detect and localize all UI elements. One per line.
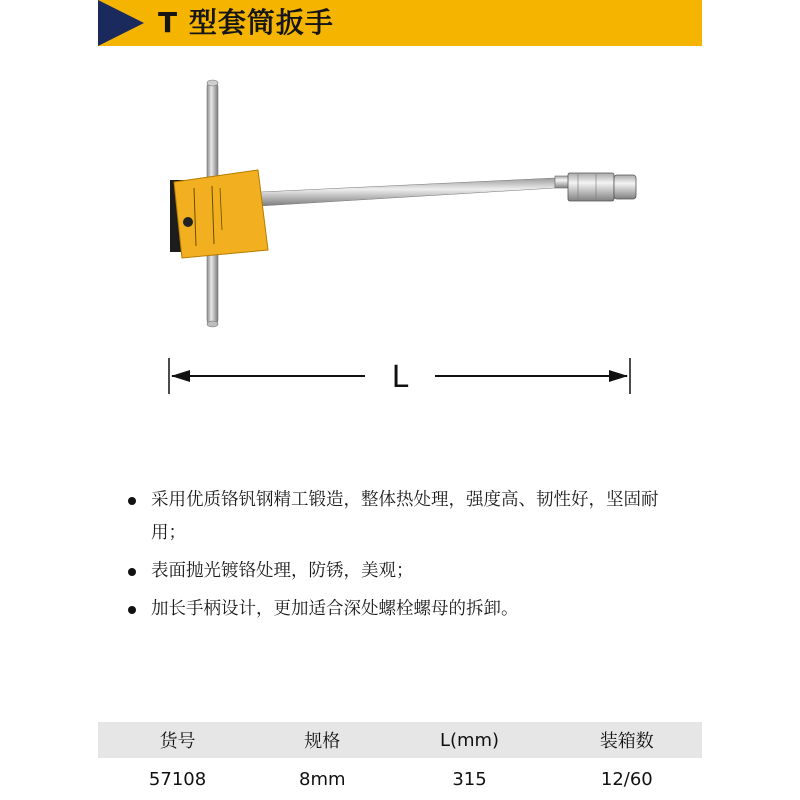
feature-text: 采用优质铬钒钢精工锻造，整体热处理，强度高、韧性好，坚固耐用； [151, 490, 659, 543]
table-header-row [98, 722, 702, 758]
feature-item [126, 555, 686, 588]
table-row [98, 758, 702, 800]
feature-text: 加长手柄设计，更加适合深处螺栓螺母的拆卸。 [151, 599, 519, 619]
bullet-icon [128, 568, 136, 576]
spec-table [98, 722, 702, 800]
feature-item [126, 484, 686, 550]
feature-list [126, 484, 686, 631]
feature-text: 表面抛光镀铬处理，防锈，美观； [151, 561, 414, 581]
cell-length: 315 [452, 768, 487, 790]
cell-packing-qty: 12/60 [600, 768, 653, 790]
cell-item-number: 57108 [148, 768, 207, 790]
t-socket-wrench-image [160, 70, 650, 350]
title-banner [98, 0, 702, 46]
feature-item [126, 593, 686, 626]
header-packing-qty: 装箱数 [552, 722, 702, 758]
banner-triangle-icon [98, 0, 144, 46]
header-item-number: 货号 [98, 722, 257, 758]
bullet-icon [128, 606, 136, 614]
header-spec: 规格 [257, 722, 387, 758]
page-title: T 型套筒扳手 [158, 6, 334, 39]
cell-spec: 8mm [299, 768, 346, 790]
bullet-icon [128, 497, 136, 505]
header-length: L(mm) [387, 722, 551, 758]
dimension-label: L [391, 360, 409, 395]
